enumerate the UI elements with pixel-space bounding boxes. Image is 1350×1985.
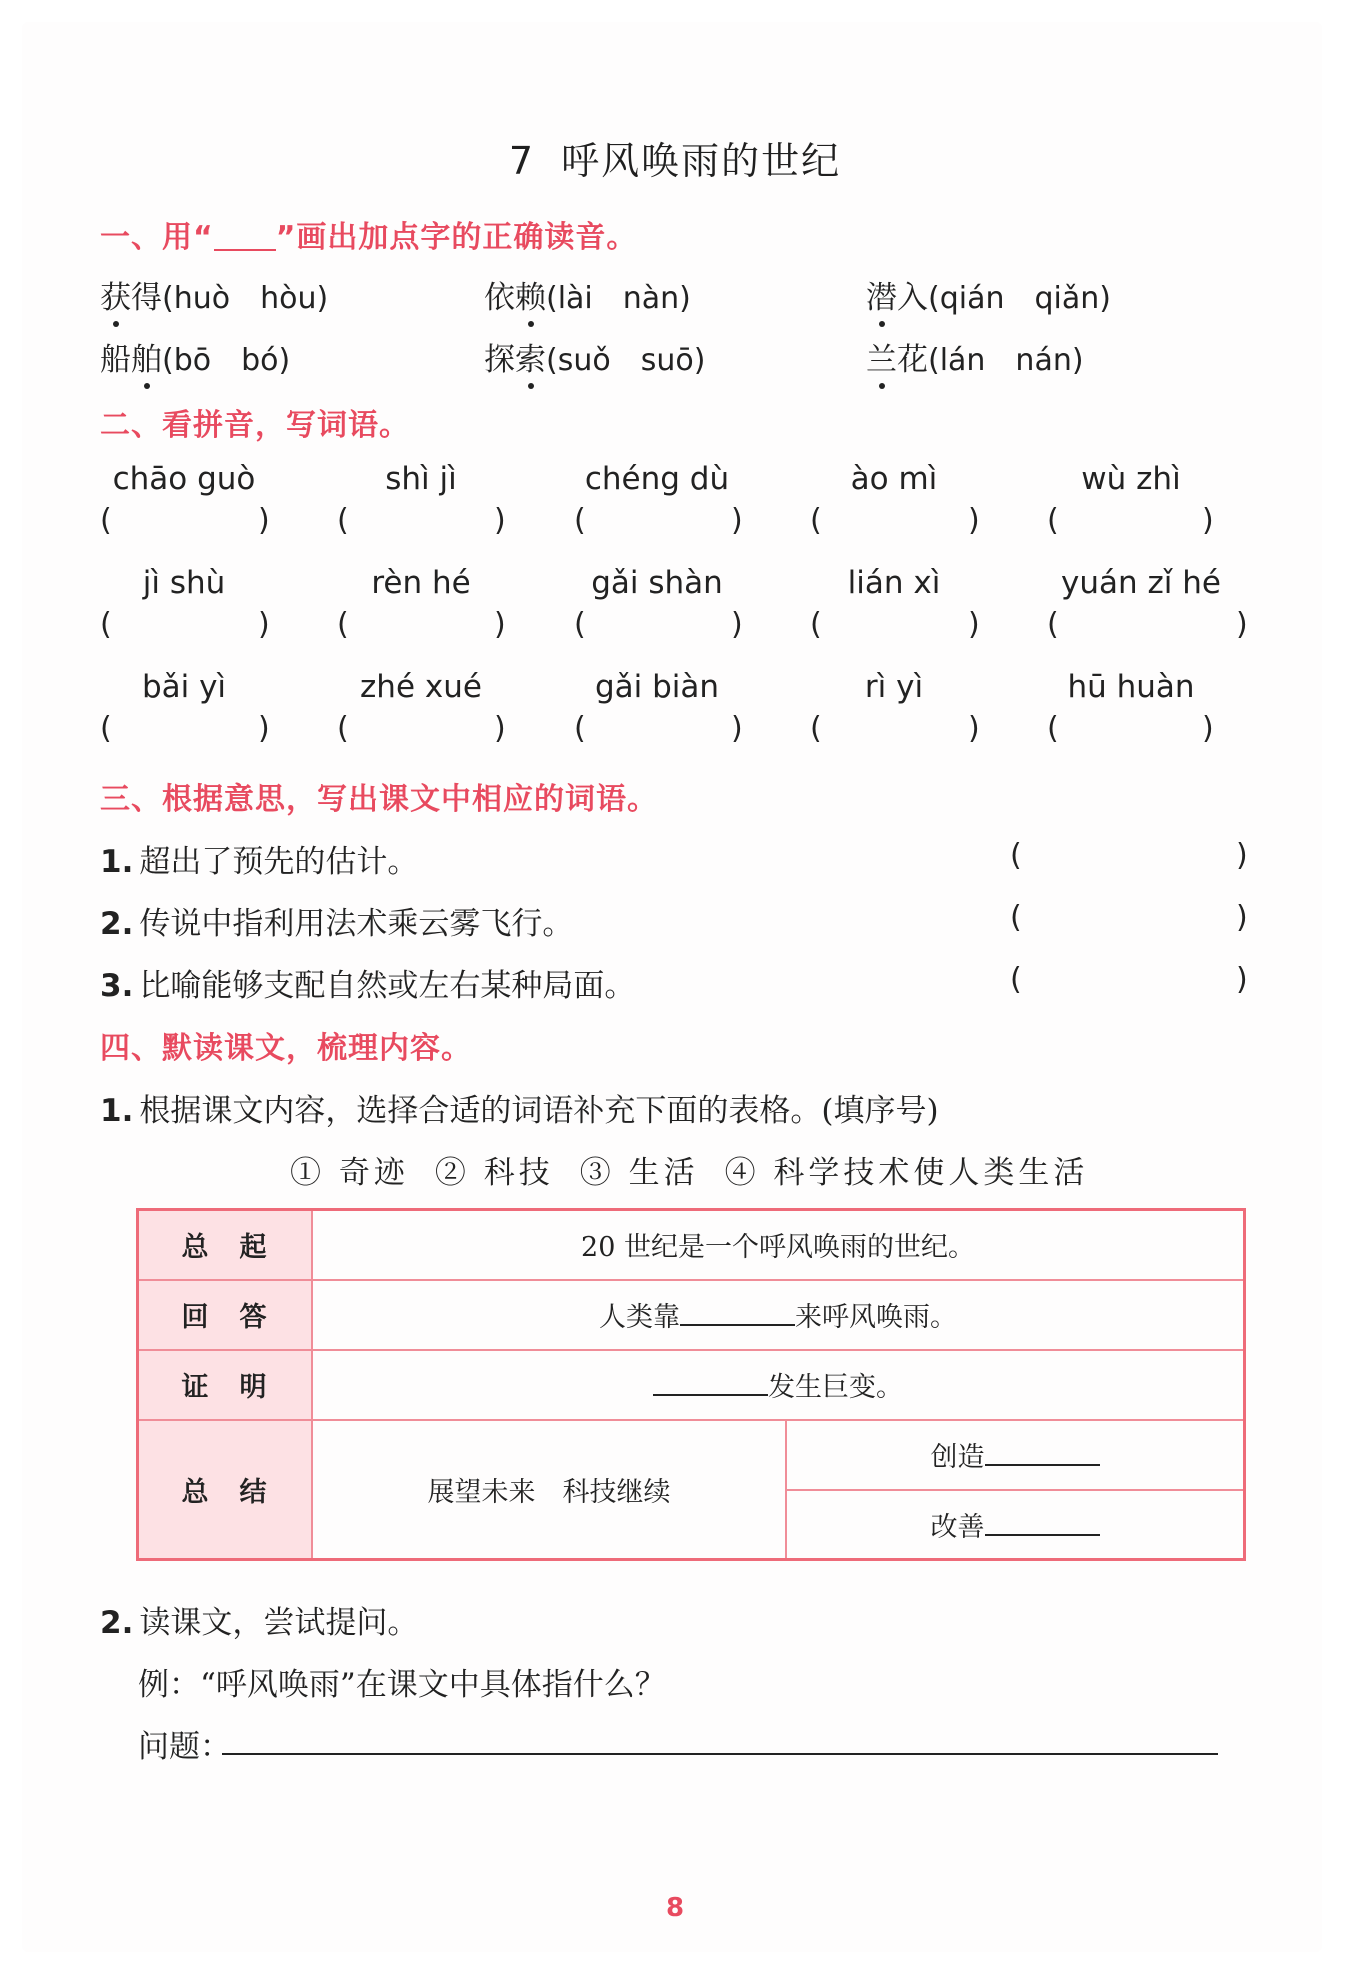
answer-paren-open: ( <box>1010 962 1022 997</box>
answer-blank[interactable] <box>985 1440 1100 1466</box>
table-cell <box>786 1490 1245 1560</box>
dotted-char: 舶 <box>131 334 162 379</box>
question-2 <box>100 1597 418 1642</box>
reading-item <box>484 272 691 317</box>
answer-blank[interactable] <box>680 1300 795 1326</box>
question-label: 问题： <box>138 1729 231 1765</box>
answer-paren-open: ( <box>1047 711 1059 746</box>
plain-char: 船 <box>100 342 131 378</box>
answer-paren-open: ( <box>810 711 822 746</box>
underline-sample <box>214 227 276 251</box>
table-cell: 20 世纪是一个呼风唤雨的世纪。 <box>312 1210 1245 1280</box>
item-number: 1. <box>100 844 134 880</box>
answer-paren-open: ( <box>810 503 822 538</box>
answer-paren-close: ) <box>1236 900 1248 935</box>
row-header: 总 结 <box>138 1420 313 1560</box>
answer-paren-close: ) <box>968 711 980 746</box>
pinyin-options: (lài nàn) <box>546 281 691 316</box>
answer-paren-close: ) <box>731 607 743 642</box>
answer-blank[interactable] <box>985 1510 1100 1536</box>
pinyin-options: (lán nán) <box>928 343 1084 378</box>
dotted-char: 赖 <box>515 272 546 317</box>
pinyin-word: rèn hé <box>371 565 471 601</box>
cell-text: 来呼风唤雨。 <box>795 1302 957 1333</box>
table-row <box>138 1280 1245 1350</box>
answer-paren-open: ( <box>100 503 112 538</box>
reading-item <box>100 334 290 379</box>
answer-paren-close: ) <box>258 503 270 538</box>
pinyin-word: zhé xué <box>360 669 482 705</box>
option: ② 科技 <box>434 1155 554 1191</box>
pinyin-word: jì shù <box>142 565 226 601</box>
plain-char: 入 <box>897 280 928 316</box>
answer-paren-close: ) <box>1202 711 1214 746</box>
section-2-heading: 二、看拼音，写词语。 <box>100 408 410 443</box>
cell-text: 创造 <box>930 1442 985 1473</box>
answer-paren-close: ) <box>968 503 980 538</box>
option-list <box>290 1147 1114 1192</box>
table-row <box>138 1210 1245 1280</box>
pinyin-options: (bō bó) <box>162 343 291 378</box>
answer-paren-open: ( <box>1047 607 1059 642</box>
answer-blank[interactable] <box>653 1370 768 1396</box>
question-1 <box>100 1085 939 1130</box>
answer-paren-open: ( <box>1047 503 1059 538</box>
plain-char: 依 <box>484 280 515 316</box>
reading-item <box>866 334 1084 379</box>
summary-table <box>136 1208 1246 1561</box>
definition-item <box>100 960 635 1005</box>
row-header: 总 起 <box>138 1210 313 1280</box>
section-1-heading-post: ”画出加点字的正确读音。 <box>275 220 638 255</box>
item-number: 2. <box>100 1605 134 1641</box>
answer-paren-open: ( <box>337 711 349 746</box>
item-text: 根据课文内容，选择合适的词语补充下面的表格。(填序号) <box>139 1093 939 1129</box>
answer-paren-close: ) <box>494 607 506 642</box>
answer-paren-close: ) <box>494 711 506 746</box>
pinyin-word: gǎi biàn <box>594 669 720 705</box>
pinyin-word: chāo guò <box>112 461 256 497</box>
answer-paren-close: ) <box>1236 962 1248 997</box>
row-header: 回 答 <box>138 1280 313 1350</box>
answer-paren-close: ) <box>1236 838 1248 873</box>
answer-paren-open: ( <box>337 607 349 642</box>
item-number: 2. <box>100 906 134 942</box>
reading-item <box>100 272 328 317</box>
answer-paren-close: ) <box>731 711 743 746</box>
table-cell <box>786 1420 1245 1490</box>
item-text: 比喻能够支配自然或左右某种局面。 <box>139 968 636 1004</box>
plain-char: 探 <box>484 342 515 378</box>
answer-line[interactable] <box>222 1753 1218 1755</box>
pinyin-word: bǎi yì <box>141 669 227 705</box>
table-cell <box>312 1280 1245 1350</box>
answer-paren-close: ) <box>494 503 506 538</box>
answer-paren-close: ) <box>731 503 743 538</box>
answer-paren-open: ( <box>1010 900 1022 935</box>
answer-paren-close: ) <box>1202 503 1214 538</box>
dotted-char: 兰 <box>866 334 897 379</box>
item-number: 3. <box>100 968 134 1004</box>
table-cell: 展望未来 科技继续 <box>312 1420 786 1560</box>
pinyin-word: yuán zǐ hé <box>1061 565 1221 601</box>
pinyin-word: hū huàn <box>1067 669 1195 705</box>
table-row <box>138 1350 1245 1420</box>
lesson-number: 7 <box>508 139 536 183</box>
item-text: 读课文，尝试提问。 <box>139 1605 419 1641</box>
dotted-char: 索 <box>515 334 546 379</box>
answer-paren-open: ( <box>337 503 349 538</box>
table-cell <box>312 1350 1245 1420</box>
pinyin-word: rì yì <box>864 669 924 705</box>
cell-text: 改善 <box>930 1511 985 1543</box>
pinyin-word: wù zhì <box>1081 461 1181 497</box>
option: ③ 生活 <box>579 1155 699 1191</box>
lesson-name: 呼风唤雨的世纪 <box>561 139 842 183</box>
dotted-char: 潜 <box>866 272 897 317</box>
pinyin-word: chéng dù <box>584 461 730 497</box>
definition-item <box>100 836 418 881</box>
answer-paren-open: ( <box>574 503 586 538</box>
option: ④ 科学技术使人类生活 <box>724 1155 1089 1191</box>
answer-paren-open: ( <box>574 607 586 642</box>
pinyin-word: shì jì <box>385 461 457 497</box>
section-3-heading: 三、根据意思，写出课文中相应的词语。 <box>100 782 658 817</box>
answer-paren-close: ) <box>258 607 270 642</box>
pinyin-options: (qián qiǎn) <box>928 281 1111 316</box>
answer-paren-open: ( <box>100 711 112 746</box>
section-4-heading: 四、默读课文，梳理内容。 <box>100 1031 472 1066</box>
answer-paren-open: ( <box>100 607 112 642</box>
plain-char: 得 <box>131 280 162 316</box>
item-text: 传说中指利用法术乘云雾飞行。 <box>139 906 574 942</box>
item-number: 1. <box>100 1093 134 1129</box>
pinyin-word: lián xì <box>847 565 941 601</box>
item-text: 超出了预先的估计。 <box>139 844 419 880</box>
section-1-heading <box>100 212 637 256</box>
table-row <box>138 1420 1245 1490</box>
answer-paren-open: ( <box>574 711 586 746</box>
plain-char: 花 <box>897 342 928 378</box>
answer-paren-open: ( <box>810 607 822 642</box>
pinyin-word: gǎi shàn <box>591 565 723 601</box>
lesson-title <box>0 130 1350 185</box>
section-1-heading-pre: 一、用“ <box>100 220 214 255</box>
answer-paren-close: ) <box>258 711 270 746</box>
answer-paren-open: ( <box>1010 838 1022 873</box>
cell-text: 发生巨变。 <box>768 1372 903 1403</box>
example-text: 例：“呼风唤雨”在课文中具体指什么？ <box>138 1667 666 1703</box>
answer-paren-close: ) <box>1236 607 1248 642</box>
pinyin-options: (huò hòu) <box>162 281 329 316</box>
reading-item <box>484 334 705 379</box>
reading-item <box>866 272 1111 317</box>
pinyin-options: (suǒ suō) <box>546 343 706 378</box>
row-header: 证 明 <box>138 1350 313 1420</box>
page-number: 8 <box>665 1893 685 1923</box>
option: ① 奇迹 <box>290 1155 409 1191</box>
dotted-char: 获 <box>100 272 131 317</box>
answer-paren-close: ) <box>968 607 980 642</box>
pinyin-word: ào mì <box>850 461 938 497</box>
cell-text: 人类靠 <box>599 1302 680 1333</box>
definition-item <box>100 898 573 943</box>
